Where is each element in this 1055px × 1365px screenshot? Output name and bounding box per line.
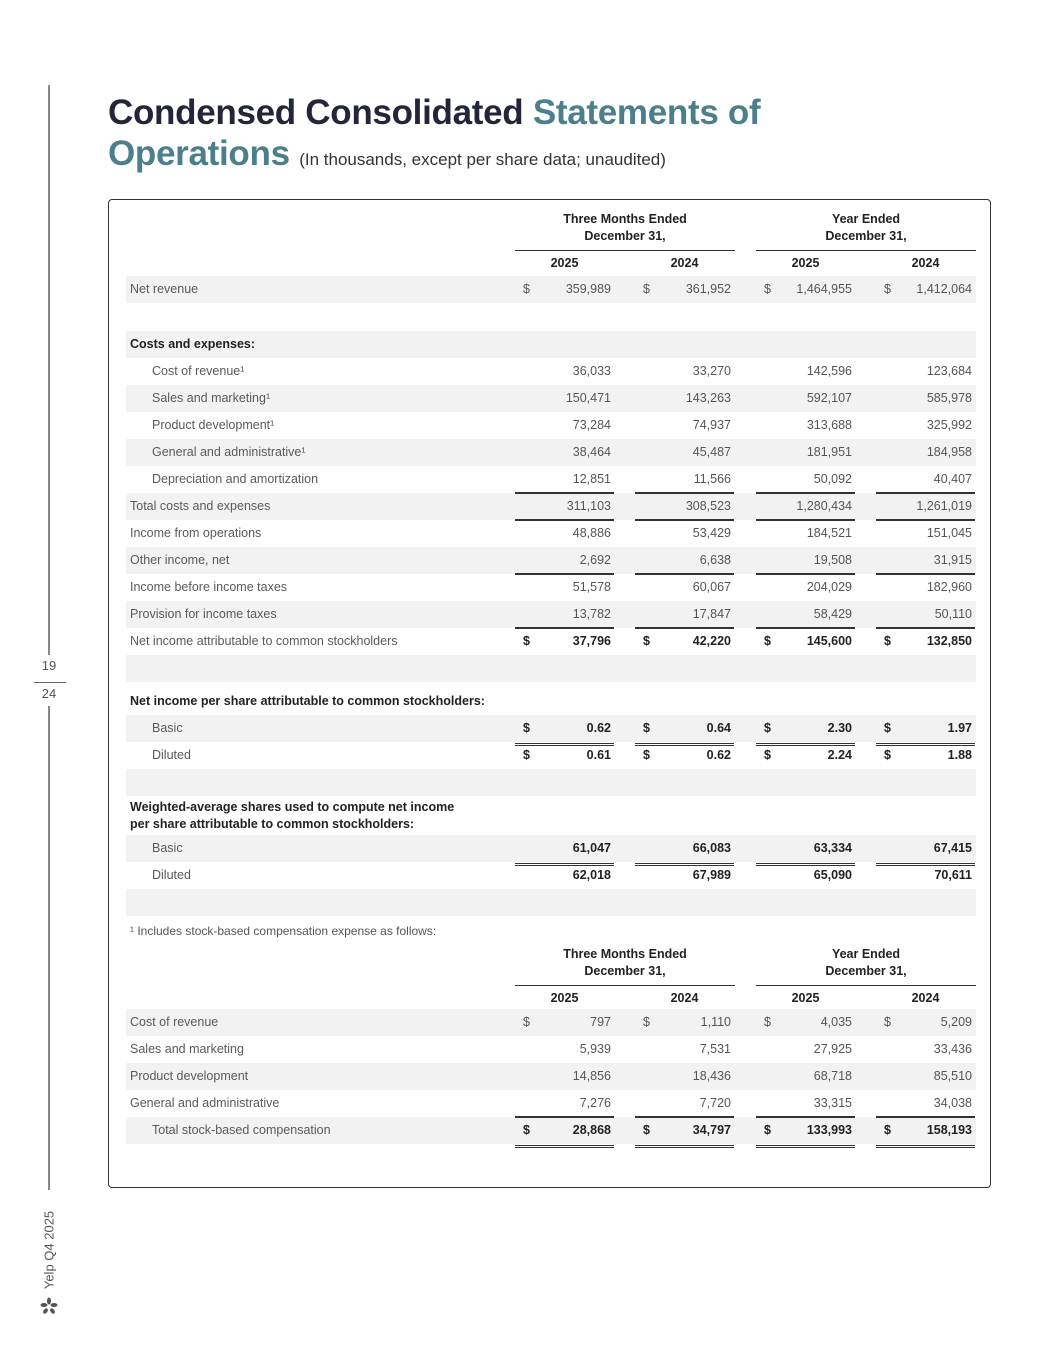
- spacer-row: [126, 769, 976, 796]
- row-label: Costs and expenses:: [130, 337, 256, 351]
- row-label: Cost of revenue: [130, 1015, 219, 1029]
- currency-symbol: $: [523, 748, 530, 762]
- page-title: [108, 92, 760, 180]
- value-cell: [876, 466, 975, 493]
- value-cell: [635, 862, 734, 889]
- currency-symbol: $: [643, 634, 650, 648]
- value-cell: [635, 439, 734, 466]
- cell-value: 184,521: [806, 526, 852, 540]
- value-cell: [515, 715, 614, 742]
- value-cell: [515, 358, 614, 385]
- cell-value: 1,464,955: [796, 282, 852, 296]
- value-cell: [756, 574, 855, 601]
- cell-value: 585,978: [926, 391, 972, 405]
- cell-value: 27,925: [813, 1042, 852, 1056]
- table-row: [126, 466, 976, 493]
- year-header: 2025: [756, 991, 855, 1005]
- value-cell: [876, 742, 975, 769]
- cell-value: 34,038: [933, 1096, 972, 1110]
- cell-value: 33,315: [813, 1096, 852, 1110]
- cell-value: 143,263: [685, 391, 731, 405]
- cell-value: 151,045: [926, 526, 972, 540]
- cell-value: 70,611: [934, 868, 972, 882]
- value-cell: [876, 276, 975, 303]
- value-cell: [756, 1117, 855, 1144]
- row-label: Sales and marketing¹: [152, 391, 271, 405]
- year-header: 2025: [515, 991, 614, 1005]
- currency-symbol: $: [643, 282, 650, 296]
- value-cell: [635, 547, 734, 574]
- cell-value: 66,083: [692, 841, 731, 855]
- table-row: [126, 628, 976, 655]
- cell-value: 592,107: [806, 391, 852, 405]
- value-cell: [515, 742, 614, 769]
- cell-value: 797: [590, 1015, 611, 1029]
- currency-symbol: $: [884, 748, 891, 762]
- value-cell: [515, 547, 614, 574]
- value-cell: [515, 1009, 614, 1036]
- cell-value: 38,464: [572, 445, 611, 459]
- row-label: Sales and marketing: [130, 1042, 244, 1056]
- value-cell: [515, 493, 614, 520]
- table-row: [126, 1063, 976, 1090]
- column-group-line: December 31,: [584, 229, 666, 243]
- value-cell: [635, 493, 734, 520]
- cell-value: 0.61: [586, 748, 611, 762]
- statement-content: [126, 200, 976, 1144]
- value-cell: [635, 628, 734, 655]
- title-teal-2: Operations: [108, 134, 290, 173]
- value-cell: [635, 601, 734, 628]
- year-header: 2024: [876, 256, 975, 270]
- cell-value: 6,638: [699, 553, 731, 567]
- table-row: [126, 385, 976, 412]
- value-cell: [876, 358, 975, 385]
- table-row: [126, 601, 976, 628]
- cell-value: 1.88: [947, 748, 972, 762]
- row-label: Basic: [152, 841, 183, 855]
- cell-value: 37,796: [572, 634, 611, 648]
- cell-value: 359,989: [565, 282, 611, 296]
- value-cell: [635, 1009, 734, 1036]
- cell-value: 2.24: [827, 748, 852, 762]
- value-cell: [515, 1036, 614, 1063]
- cell-value: 0.62: [706, 748, 731, 762]
- cell-value: 182,960: [926, 580, 972, 594]
- cell-value: 13,782: [572, 607, 611, 621]
- value-cell: [635, 385, 734, 412]
- cell-value: 31,915: [933, 553, 972, 567]
- value-cell: [635, 466, 734, 493]
- sidebar-rule-bottom: [48, 706, 50, 1190]
- cell-value: 68,718: [813, 1069, 852, 1083]
- value-cell: [876, 1063, 975, 1090]
- report-label: Yelp Q4 2025: [41, 1210, 57, 1290]
- row-label: Other income, net: [130, 553, 230, 567]
- row-label: Basic: [152, 721, 183, 735]
- value-cell: [876, 1036, 975, 1063]
- cell-value: 63,334: [813, 841, 852, 855]
- currency-symbol: $: [764, 1015, 771, 1029]
- cell-value: 123,684: [926, 364, 972, 378]
- row-label: General and administrative: [130, 1096, 280, 1110]
- cell-value: 67,989: [692, 868, 731, 882]
- table-row: [126, 520, 976, 547]
- spacer-row: [126, 303, 976, 331]
- value-cell: [876, 385, 975, 412]
- value-cell: [515, 574, 614, 601]
- cell-value: 48,886: [572, 526, 611, 540]
- value-cell: [756, 601, 855, 628]
- page-divider: [34, 682, 66, 683]
- value-cell: [635, 276, 734, 303]
- value-cell: [756, 835, 855, 862]
- cell-value: 33,436: [933, 1042, 972, 1056]
- title-dark: Condensed Consolidated: [108, 93, 524, 132]
- currency-symbol: $: [884, 1015, 891, 1029]
- currency-symbol: $: [884, 1123, 891, 1137]
- value-cell: [876, 412, 975, 439]
- row-label: Weighted-average shares used to compute net income per share attributable to common stockholders:: [130, 800, 455, 831]
- cell-value: 50,110: [934, 607, 972, 621]
- cell-value: 150,471: [565, 391, 611, 405]
- column-group-line: December 31,: [825, 229, 907, 243]
- statement-table-box: [108, 199, 991, 1188]
- value-cell: [756, 412, 855, 439]
- currency-symbol: $: [523, 282, 530, 296]
- currency-symbol: $: [764, 634, 771, 648]
- currency-symbol: $: [764, 1123, 771, 1137]
- value-cell: [635, 835, 734, 862]
- value-cell: [756, 628, 855, 655]
- table-row: [126, 742, 976, 769]
- cell-value: 1,280,434: [796, 499, 852, 513]
- cell-value: 74,937: [692, 418, 731, 432]
- table-row: [126, 412, 976, 439]
- cell-value: 1,110: [700, 1015, 731, 1029]
- value-cell: [635, 1036, 734, 1063]
- value-cell: [756, 276, 855, 303]
- value-cell: [876, 520, 975, 547]
- value-cell: [756, 862, 855, 889]
- currency-symbol: $: [884, 634, 891, 648]
- cell-value: 62,018: [572, 868, 611, 882]
- value-cell: [876, 1117, 975, 1144]
- value-cell: [515, 862, 614, 889]
- year-header: 2025: [515, 256, 614, 270]
- cell-value: 19,508: [813, 553, 852, 567]
- value-cell: [756, 742, 855, 769]
- row-label: Income before income taxes: [130, 580, 288, 594]
- table-row: [126, 493, 976, 520]
- table-row: [126, 715, 976, 742]
- column-group-line: Year Ended: [831, 212, 901, 226]
- cell-value: 34,797: [692, 1123, 731, 1137]
- currency-symbol: $: [884, 282, 891, 296]
- row-label: Total stock-based compensation: [152, 1123, 331, 1137]
- cell-value: 50,092: [813, 472, 852, 486]
- column-group-line: December 31,: [584, 964, 666, 978]
- cell-value: 5,939: [579, 1042, 611, 1056]
- row-label: Diluted: [152, 748, 191, 762]
- value-cell: [515, 1090, 614, 1117]
- year-header: 2024: [635, 256, 734, 270]
- title-teal-1: Statements of: [532, 93, 761, 132]
- value-cell: [876, 628, 975, 655]
- currency-symbol: $: [523, 634, 530, 648]
- row-label: General and administrative¹: [152, 445, 306, 459]
- value-cell: [756, 385, 855, 412]
- currency-symbol: $: [523, 1123, 530, 1137]
- title-subtitle: (In thousands, except per share data; unaudited): [299, 150, 666, 169]
- value-cell: [756, 439, 855, 466]
- value-cell: [756, 466, 855, 493]
- cell-value: 325,992: [926, 418, 972, 432]
- value-cell: [635, 520, 734, 547]
- cell-value: 58,429: [813, 607, 852, 621]
- table-row: [126, 1036, 976, 1063]
- row-label: Net income attributable to common stockholders: [130, 634, 398, 648]
- table-row: [126, 574, 976, 601]
- cell-value: 60,067: [692, 580, 731, 594]
- cell-value: 12,851: [572, 472, 611, 486]
- value-cell: [876, 1009, 975, 1036]
- value-cell: [515, 439, 614, 466]
- cell-value: 85,510: [933, 1069, 972, 1083]
- value-cell: [876, 601, 975, 628]
- table-row: [126, 547, 976, 574]
- currency-symbol: $: [643, 721, 650, 735]
- cell-value: 45,487: [692, 445, 731, 459]
- value-cell: [515, 628, 614, 655]
- cell-value: 133,993: [806, 1123, 852, 1137]
- value-cell: [515, 1117, 614, 1144]
- cell-value: 17,847: [692, 607, 731, 621]
- cell-value: 2,692: [579, 553, 611, 567]
- column-group-line: Three Months Ended: [563, 947, 687, 961]
- row-label: Provision for income taxes: [130, 607, 277, 621]
- value-cell: [635, 742, 734, 769]
- currency-symbol: $: [884, 721, 891, 735]
- table-row: [126, 1090, 976, 1117]
- row-label: Depreciation and amortization: [152, 472, 319, 486]
- column-group-header: [756, 211, 976, 245]
- row-label: Total costs and expenses: [130, 499, 271, 513]
- cell-value: 11,566: [693, 472, 731, 486]
- cell-value: 1,412,064: [916, 282, 972, 296]
- value-cell: [635, 574, 734, 601]
- row-label: Cost of revenue¹: [152, 364, 245, 378]
- column-group-line: December 31,: [825, 964, 907, 978]
- cell-value: 36,033: [572, 364, 611, 378]
- year-header: 2025: [756, 256, 855, 270]
- cell-value: 145,600: [806, 634, 852, 648]
- cell-value: 7,720: [699, 1096, 731, 1110]
- cell-value: 14,856: [572, 1069, 611, 1083]
- value-cell: [756, 715, 855, 742]
- section-heading-row: [126, 331, 976, 358]
- cell-value: 65,090: [813, 868, 852, 882]
- cell-value: 51,578: [572, 580, 611, 594]
- currency-symbol: $: [523, 721, 530, 735]
- row-label: Net revenue: [130, 282, 199, 296]
- spacer-row: [126, 889, 976, 916]
- value-cell: [876, 493, 975, 520]
- section-heading-row: [126, 682, 976, 715]
- value-cell: [876, 862, 975, 889]
- table-row: [126, 439, 976, 466]
- currency-symbol: $: [764, 748, 771, 762]
- value-cell: [515, 466, 614, 493]
- value-cell: [756, 493, 855, 520]
- value-cell: [756, 547, 855, 574]
- value-cell: [635, 715, 734, 742]
- value-cell: [876, 547, 975, 574]
- table-row: [126, 1009, 976, 1036]
- cell-value: 0.62: [586, 721, 611, 735]
- value-cell: [635, 412, 734, 439]
- value-cell: [876, 574, 975, 601]
- footnote: ¹ Includes stock-based compensation expense as follows:: [130, 924, 437, 938]
- currency-symbol: $: [523, 1015, 530, 1029]
- cell-value: 311,103: [566, 499, 611, 513]
- value-cell: [876, 715, 975, 742]
- cell-value: 204,029: [806, 580, 852, 594]
- row-label: Product development¹: [152, 418, 275, 432]
- cell-value: 42,220: [692, 634, 731, 648]
- cell-value: 313,688: [806, 418, 852, 432]
- currency-symbol: $: [764, 282, 771, 296]
- table-row: [126, 1117, 976, 1144]
- cell-value: 7,531: [699, 1042, 731, 1056]
- column-group-line: Year Ended: [831, 947, 901, 961]
- value-cell: [635, 1090, 734, 1117]
- column-header: [126, 200, 976, 276]
- cell-value: 308,523: [685, 499, 731, 513]
- cell-value: 158,193: [926, 1123, 972, 1137]
- value-cell: [515, 601, 614, 628]
- page-total: 24: [41, 686, 57, 701]
- cell-value: 1,261,019: [916, 499, 972, 513]
- cell-value: 53,429: [692, 526, 731, 540]
- cell-value: 2.30: [827, 721, 852, 735]
- cell-value: 132,850: [926, 634, 972, 648]
- cell-value: 67,415: [933, 841, 972, 855]
- currency-symbol: $: [643, 1015, 650, 1029]
- value-cell: [515, 385, 614, 412]
- cell-value: 1.97: [947, 721, 972, 735]
- section-heading-row: [126, 796, 976, 835]
- value-cell: [515, 1063, 614, 1090]
- value-cell: [756, 1036, 855, 1063]
- row-label: Product development: [130, 1069, 249, 1083]
- cell-value: 0.64: [706, 721, 731, 735]
- cell-value: 361,952: [685, 282, 731, 296]
- value-cell: [756, 1063, 855, 1090]
- cell-value: 184,958: [926, 445, 972, 459]
- column-group-line: Three Months Ended: [563, 212, 687, 226]
- cell-value: 61,047: [572, 841, 611, 855]
- value-cell: [515, 412, 614, 439]
- value-cell: [756, 1009, 855, 1036]
- row-label: Diluted: [152, 868, 191, 882]
- cell-value: 5,209: [940, 1015, 972, 1029]
- cell-value: 142,596: [806, 364, 852, 378]
- cell-value: 181,951: [806, 445, 852, 459]
- value-cell: [876, 835, 975, 862]
- yelp-burst-icon: [40, 1297, 58, 1315]
- value-cell: [876, 439, 975, 466]
- table-row: [126, 276, 976, 303]
- cell-value: 28,868: [572, 1123, 611, 1137]
- value-cell: [515, 835, 614, 862]
- value-cell: [515, 520, 614, 547]
- currency-symbol: $: [764, 721, 771, 735]
- value-cell: [635, 1063, 734, 1090]
- spacer-row: [126, 655, 976, 682]
- sidebar-rule-top: [48, 85, 50, 655]
- value-cell: [876, 1090, 975, 1117]
- row-label: Income from operations: [130, 526, 262, 540]
- cell-value: 33,270: [692, 364, 731, 378]
- value-cell: [635, 1117, 734, 1144]
- column-group-header: [515, 211, 735, 245]
- year-header: 2024: [635, 991, 734, 1005]
- cell-value: 7,276: [579, 1096, 611, 1110]
- table-row: [126, 358, 976, 385]
- value-cell: [635, 358, 734, 385]
- value-cell: [756, 358, 855, 385]
- column-group-header: [756, 946, 976, 980]
- value-cell: [515, 276, 614, 303]
- column-header: [126, 946, 976, 1009]
- value-cell: [756, 520, 855, 547]
- cell-value: 4,035: [820, 1015, 852, 1029]
- page-number: 19: [41, 658, 57, 673]
- currency-symbol: $: [643, 1123, 650, 1137]
- table-row: [126, 862, 976, 889]
- cell-value: 40,407: [933, 472, 972, 486]
- row-label: Net income per share attributable to common stockholders:: [130, 694, 485, 708]
- cell-value: 18,436: [692, 1069, 731, 1083]
- year-header: 2024: [876, 991, 975, 1005]
- table-row: [126, 835, 976, 862]
- cell-value: 73,284: [572, 418, 611, 432]
- value-cell: [756, 1090, 855, 1117]
- currency-symbol: $: [643, 748, 650, 762]
- column-group-header: [515, 946, 735, 980]
